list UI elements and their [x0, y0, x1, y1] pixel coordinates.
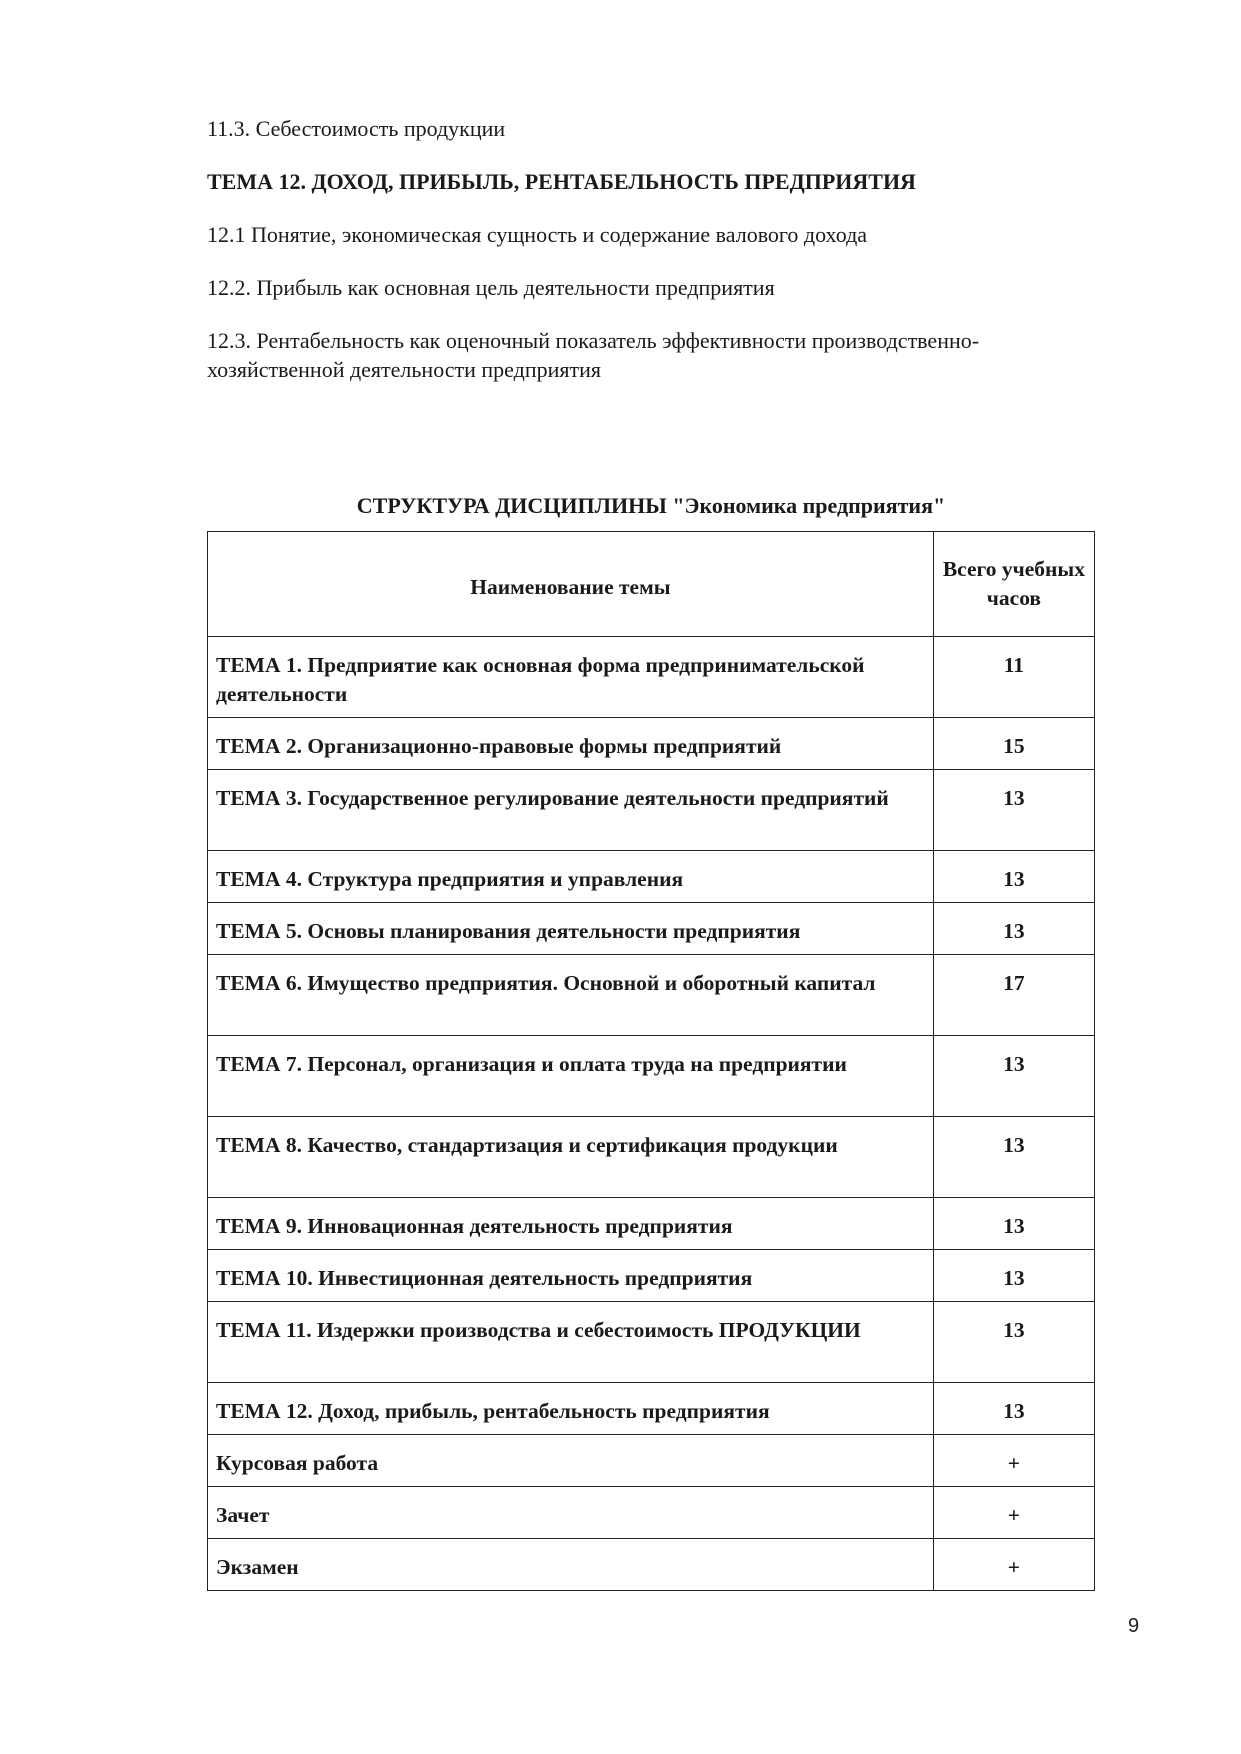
table-row	[208, 1117, 1095, 1198]
topic-hours: 15	[933, 718, 1094, 770]
table-row	[208, 770, 1095, 851]
topic-12-heading: ТЕМА 12. ДОХОД, ПРИБЫЛЬ, РЕНТАБЕЛЬНОСТЬ ПРЕДПРИЯТИЯ	[207, 169, 916, 194]
structure-title: СТРУКТУРА ДИСЦИПЛИНЫ "Экономика предприятия"	[356, 493, 946, 518]
header-topic-name: Наименование темы	[208, 532, 934, 637]
table-row	[208, 1539, 1095, 1591]
exam-label: Экзамен	[208, 1539, 934, 1591]
coursework-mark: +	[933, 1435, 1094, 1487]
table-row	[208, 1435, 1095, 1487]
item-12-2: 12.2. Прибыль как основная цель деятельности предприятия	[207, 275, 775, 300]
topic-name: ТЕМА 1. Предприятие как основная форма предпринимательской деятельности	[208, 637, 934, 718]
topic-name: ТЕМА 9. Инновационная деятельность предприятия	[208, 1198, 934, 1250]
table-row	[208, 955, 1095, 1036]
table-row	[208, 637, 1095, 718]
credit-label: Зачет	[208, 1487, 934, 1539]
topic-name: ТЕМА 12. Доход, прибыль, рентабельность предприятия	[208, 1383, 934, 1435]
topic-hours: 13	[933, 851, 1094, 903]
topic-name: ТЕМА 7. Персонал, организация и оплата труда на предприятии	[208, 1036, 934, 1117]
table-row	[208, 851, 1095, 903]
table-row	[208, 1383, 1095, 1435]
table-header-row	[208, 532, 1095, 637]
topic-hours: 13	[933, 1117, 1094, 1198]
table-row	[208, 1036, 1095, 1117]
item-11-3: 11.3. Себестоимость продукции	[207, 116, 506, 141]
topic-hours: 13	[933, 1250, 1094, 1302]
table-row	[208, 1250, 1095, 1302]
table-row	[208, 903, 1095, 955]
topic-name: ТЕМА 11. Издержки производства и себестоимость ПРОДУКЦИИ	[208, 1302, 934, 1383]
topic-name: ТЕМА 3. Государственное регулирование деятельности предприятий	[208, 770, 934, 851]
topic-hours: 11	[933, 637, 1094, 718]
structure-table	[207, 531, 1095, 1591]
topic-hours: 13	[933, 1383, 1094, 1435]
topic-name: ТЕМА 10. Инвестиционная деятельность предприятия	[208, 1250, 934, 1302]
topic-name: ТЕМА 5. Основы планирования деятельности предприятия	[208, 903, 934, 955]
topic-hours: 13	[933, 1036, 1094, 1117]
credit-mark: +	[933, 1487, 1094, 1539]
topic-hours: 13	[933, 903, 1094, 955]
table-row	[208, 718, 1095, 770]
exam-mark: +	[933, 1539, 1094, 1591]
topic-name: ТЕМА 8. Качество, стандартизация и сертификация продукции	[208, 1117, 934, 1198]
header-total-hours: Всего учебных часов	[933, 532, 1094, 637]
intro-section	[207, 114, 1107, 408]
topic-name: ТЕМА 4. Структура предприятия и управления	[208, 851, 934, 903]
page-number: 9	[1128, 1615, 1140, 1637]
topic-name: ТЕМА 2. Организационно-правовые формы предприятий	[208, 718, 934, 770]
table-row	[208, 1302, 1095, 1383]
topic-hours: 13	[933, 1302, 1094, 1383]
topic-name: ТЕМА 6. Имущество предприятия. Основной и оборотный капитал	[208, 955, 934, 1036]
coursework-label: Курсовая работа	[208, 1435, 934, 1487]
topic-hours: 13	[933, 1198, 1094, 1250]
table-row	[208, 1487, 1095, 1539]
item-12-3: 12.3. Рентабельность как оценочный показатель эффективности производственно-хозяйственной деятельности предприятия	[207, 328, 980, 382]
table-row	[208, 1198, 1095, 1250]
topic-hours: 13	[933, 770, 1094, 851]
item-12-1: 12.1 Понятие, экономическая сущность и содержание валового дохода	[207, 222, 868, 247]
topic-hours: 17	[933, 955, 1094, 1036]
